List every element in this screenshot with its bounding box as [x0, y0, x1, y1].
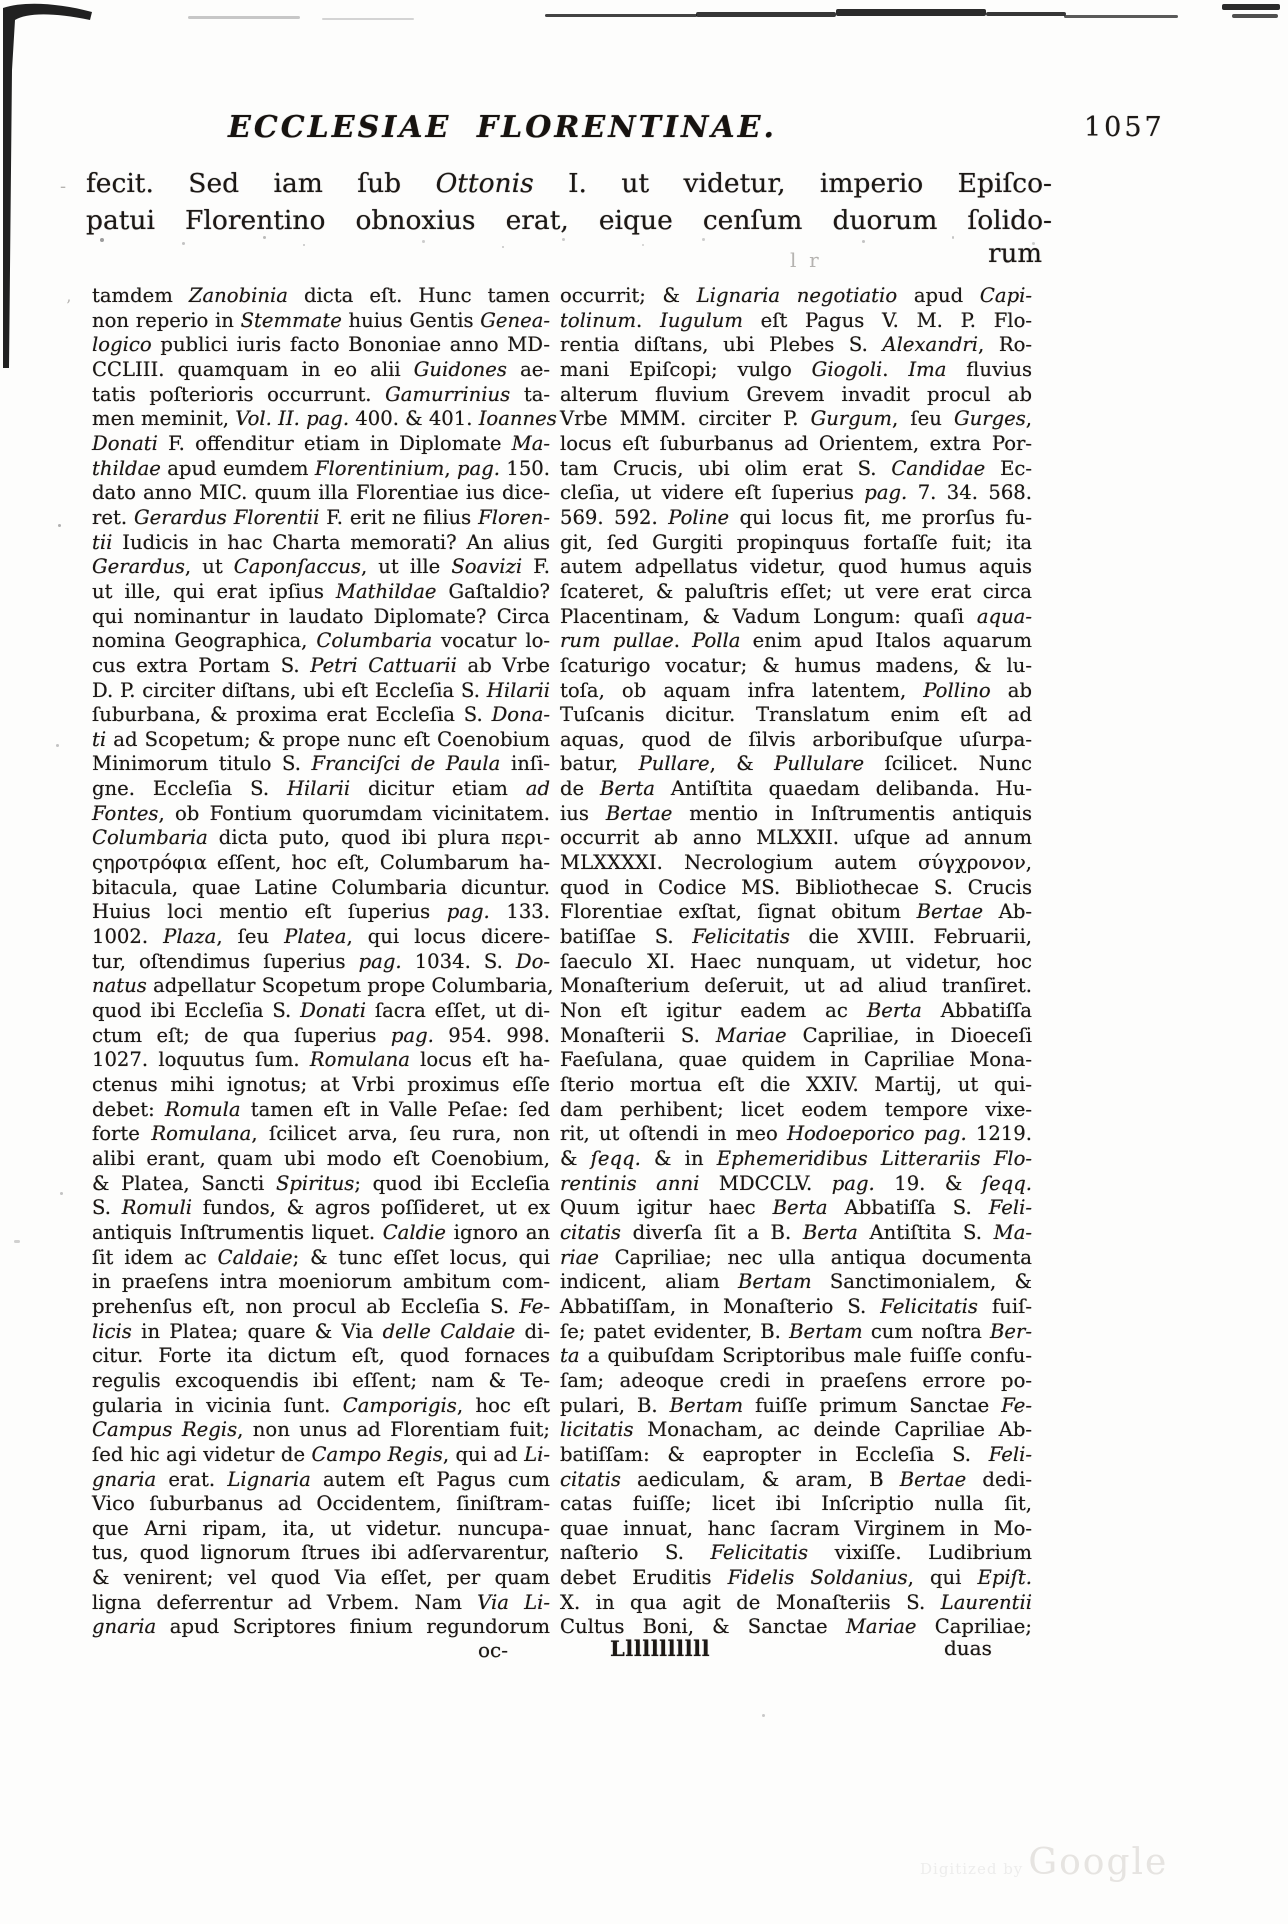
text-line: quod ibi Eccleſia S. Donati ſacra eſſet, ut di-: [92, 999, 550, 1023]
text-line: ſterio mortua eſt die XXIV. Martij, ut qui-: [560, 1073, 1032, 1096]
text-line: tii Iudicis in hac Charta memorati? An alius: [92, 530, 550, 554]
text-line: ctenus mihi ignotus; at Vrbi proximus eſſe: [92, 1073, 550, 1096]
text-line: 569. 592. Poline qui locus fit, me prorſus fu-: [560, 505, 1032, 529]
text-line: dam perhibent; licet eodem tempore vixe-: [560, 1097, 1032, 1121]
text-line: bitacula, quae Latine Columbaria dicuntur.: [92, 875, 550, 899]
text-line: regulis excoquendis ibi eſſent; nam & Te-: [92, 1368, 550, 1392]
text-line: debet: Romula tamen eſt in Valle Peſae: ſed: [92, 1097, 550, 1121]
text-line: ius Bertae mentio in Inſtrumentis antiquis: [560, 801, 1033, 825]
text-line: ςηροτρόφια eſſent, hoc eſt, Columbarum ha-: [92, 851, 550, 875]
text-line: rum pullae. Polla enim apud Italos aquarum: [560, 629, 1032, 653]
text-line: tur, oſtendimus ſuperius pag. 1034. S. Do-: [92, 949, 551, 973]
text-line: ſit idem ac Caldaie; & tunc eſſet locus, qui: [92, 1245, 550, 1269]
text-line: men meminit, Vol. II. pag. 400. & 401. Ioannes: [92, 407, 557, 431]
text-line: licitatis Monacham, ac deinde Capriliae Ab-: [560, 1418, 1032, 1442]
text-line: 1027. loquutus ſum. Romulana locus eſt ha-: [92, 1048, 550, 1072]
text-line: licis in Platea; quare & Via delle Caldaie di-: [92, 1319, 550, 1343]
text-line: tamdem Zanobinia dicta eſt. Hunc tamen: [92, 284, 550, 307]
text-line: rit, ut oſtendi in meo Hodoeporico pag. 1219.: [560, 1122, 1032, 1146]
catchword-right: duas: [944, 1636, 992, 1660]
intro-paragraph: [86, 165, 1052, 239]
text-line: debet Eruditis Fidelis Soldanius, qui Epiſt.: [560, 1566, 1032, 1590]
text-line: tolinum. Iugulum eſt Pagus V. M. P. Flo-: [560, 308, 1032, 332]
text-line: pulari, B. Bertam fuiſſe primum Sanctae Fe-: [560, 1393, 1032, 1417]
signature-mark: Lllllllllll: [610, 1636, 711, 1661]
text-line: MLXXXXI. Necrologium autem σύγχρονον,: [560, 851, 1032, 875]
text-line: natus adpellatur Scopetum prope Columbaria,: [92, 974, 554, 998]
text-line: Monaſterium deſeruit, ut ad aliud tranſiret.: [560, 974, 1032, 998]
text-line: gne. Eccleſia S. Hilarii dicitur etiam ad: [92, 777, 550, 801]
text-line: Columbaria dicta puto, quod ibi plura περι-: [92, 826, 550, 850]
text-line: Tuſcanis dicitur. Translatum enim eſt ad: [560, 703, 1032, 727]
text-line: citur. Forte ita dictum eſt, quod fornaces: [92, 1344, 550, 1368]
text-line: catas fuiſſe; licet ibi Inſcriptio nulla ſit,: [560, 1492, 1032, 1516]
text-line: ti ad Scopetum; & prope nunc eſt Coenobium: [92, 727, 550, 751]
text-line: gnaria erat. Lignaria autem eſt Pagus cum: [92, 1467, 551, 1491]
text-line: batur, Pullare, & Pullulare ſcilicet. Nunc: [560, 752, 1032, 776]
text-line: que Arni ripam, ita, ut videtur. nuncupa-: [92, 1516, 550, 1540]
text-line: S. Romuli fundos, & agros poſſideret, ut ex: [92, 1196, 550, 1220]
text-line: Placentinam, & Vadum Longum: quaſi aqua-: [560, 604, 1032, 628]
text-line: ſcaturigo vocatur; & humus madens, & lu-: [560, 653, 1032, 677]
text-line: ſed hic agi videtur de Campo Regis, qui ad Li-: [92, 1442, 550, 1466]
text-line: Cultus Boni, & Sanctae Mariae Capriliae;: [560, 1615, 1032, 1639]
text-line: qui nominantur in laudato Diplomate? Circa: [92, 604, 550, 628]
text-line: ſcateret, & paluſtris eſſet; ut vere erat circa: [560, 579, 1032, 603]
text-line: Florentiae exſtat, ſignat obitum Bertae Ab-: [560, 900, 1032, 924]
text-line: Fontes, ob Fontium quorumdam vicinitatem.: [92, 801, 550, 825]
text-line: Campus Regis, non unus ad Florentiam fuit;: [92, 1418, 550, 1442]
text-line: X. in qua agit de Monaſteriis S. Laurentii: [560, 1590, 1032, 1614]
page-number: 1057: [1084, 112, 1165, 143]
text-line: Non eſt igitur eadem ac Berta Abbatiſſa: [560, 999, 1032, 1023]
text-line: & venirent; vel quod Via eſſet, per quam: [92, 1566, 550, 1590]
text-line: naſterio S. Felicitatis vixiſſe. Ludibrium: [560, 1541, 1032, 1565]
text-line: quae innuat, hanc ſacram Virginem in Mo-: [560, 1516, 1032, 1540]
watermark-brand: Google: [1028, 1842, 1169, 1883]
google-watermark: [920, 1842, 1168, 1883]
text-line: alibi erant, quam ubi modo eſt Coenobium,: [92, 1146, 550, 1170]
text-line: git, ſed Gurgiti propinquus fortaſſe fuit; ita: [560, 530, 1032, 554]
catchword-left: oc-: [478, 1638, 508, 1662]
text-line: mani Epiſcopi; vulgo Giogoli. Ima fluvius: [560, 357, 1032, 381]
text-line: citatis aediculam, & aram, B Bertae dedi-: [560, 1467, 1032, 1491]
text-line: Monaſterii S. Mariae Capriliae, in Dioeceſi: [560, 1023, 1032, 1047]
text-line: dato anno MIC. quum illa Florentiae ius dice-: [92, 481, 550, 505]
text-line: ligna deferrentur ad Vrbem. Nam Via Li-: [92, 1590, 550, 1614]
text-line: logico publici iuris facto Bononiae anno MD-: [92, 333, 550, 357]
text-line: locus eſt ſuburbanus ad Orientem, extra Por-: [560, 431, 1032, 455]
text-line: ſaeculo XI. Haec nunquam, ut videtur, hoc: [560, 949, 1032, 973]
text-line: ſuburbana, & proxima erat Eccleſia S. Dona-: [92, 703, 550, 727]
text-line: cus extra Portam S. Petri Cattuarii ab Vrbe: [92, 653, 550, 677]
text-line: ſam; adeoque credi in praeſens errore po-: [560, 1368, 1032, 1392]
text-line: batiſſae S. Felicitatis die XVIII. Februarii,: [560, 925, 1032, 949]
text-line: Faeſulana, quae quidem in Capriliae Mona-: [560, 1048, 1032, 1072]
text-line: Huius loci mentio eſt ſuperius pag. 133.: [92, 900, 550, 924]
left-column: [92, 284, 557, 1640]
text-line: in praeſens intra moeniorum ambitum com-: [92, 1270, 550, 1294]
text-line: citatis diverſa ſit a B. Berta Antiſtita S. Ma-: [560, 1220, 1032, 1244]
text-line: D. P. circiter diſtans, ubi eſt Eccleſia S. Hilarii: [92, 678, 550, 702]
text-line: occurrit ab anno MLXXII. uſque ad annum: [560, 826, 1032, 850]
text-line: quod in Codice MS. Bibliothecae S. Crucis: [560, 875, 1032, 899]
watermark-prefix: Digitized by: [920, 1860, 1024, 1878]
text-line: & ſeqq. & in Ephemeridibus Litterariis Flo-: [560, 1146, 1032, 1170]
text-line: gnaria apud Scriptores finium regundorum: [92, 1615, 550, 1639]
text-line: de Berta Antiſtita quaedam delibanda. Hu-: [560, 777, 1032, 801]
text-line: aquas, quod de ſilvis arboribuſque uſurpa-: [560, 727, 1032, 751]
text-line: Gerardus, ut Caponſaccus, ut ille Soavizi F.: [92, 555, 551, 579]
text-line: forte Romulana, ſcilicet arva, ſeu rura, non: [92, 1122, 550, 1146]
text-line: occurrit; & Lignaria negotiatio apud Capi-: [560, 284, 1033, 307]
running-header-title: ECCLESIAE FLORENTINAE.: [228, 110, 777, 145]
text-line: ſe; patet evidenter, B. Bertam cum noſtra Ber-: [560, 1319, 1033, 1343]
text-line: 1002. Plaza, ſeu Platea, qui locus dicere-: [92, 925, 550, 949]
text-line: ut ille, qui erat ipſius Mathildae Gaſtaldio?: [92, 579, 550, 603]
text-line: Minimorum titulo S. Franciſci de Paula inſi-: [92, 752, 550, 776]
text-line: cleſia, ut videre eſt ſuperius pag. 7. 34. 568.: [560, 481, 1032, 505]
text-line: Quum igitur haec Berta Abbatiſſa S. Feli-: [560, 1196, 1032, 1220]
text-line: tam Crucis, ubi olim erat S. Candidae Ec-: [560, 456, 1032, 480]
text-line: alterum fluvium Grevem invadit procul ab: [560, 382, 1032, 406]
text-line: autem adpellatus videtur, quod humus aquis: [560, 555, 1032, 579]
text-line: fecit. Sed iam ſub Ottonis I. ut videtur, imperio Epiſco-: [86, 168, 1053, 199]
text-line: nomina Geographica, Columbaria vocatur lo-: [92, 629, 550, 653]
text-line: non reperio in Stemmate huius Gentis Genea-: [92, 308, 550, 332]
text-line: prehenſus eſt, non procul ab Eccleſia S. Fe-: [92, 1294, 550, 1318]
text-line: ctum eſt; de qua ſuperius pag. 954. 998.: [92, 1023, 550, 1047]
text-line: toſa, ob aquam infra latentem, Pollino ab: [560, 678, 1033, 702]
text-line: batiſſam: & eapropter in Eccleſia S. Feli-: [560, 1442, 1032, 1466]
text-line: Abbatiſſam, in Monaſterio S. Felicitatis fuiſ-: [560, 1294, 1032, 1318]
text-line: Vico ſuburbanus ad Occidentem, ſiniſtram-: [92, 1492, 550, 1516]
text-line: riae Capriliae; nec ulla antiqua documenta: [560, 1245, 1032, 1269]
text-line: tatis poſterioris occurrunt. Gamurrinius ta-: [92, 382, 550, 406]
intro-hanging-word: rum: [988, 239, 1042, 269]
right-column: [560, 284, 1032, 1640]
text-line: ta a quibuſdam Scriptoribus male fuiſſe confu-: [560, 1344, 1032, 1368]
text-line: patui Florentino obnoxius erat, eique cenſum duorum ſolido-: [86, 205, 1052, 236]
text-line: indicent, aliam Bertam Sanctimonialem, &: [560, 1270, 1032, 1294]
text-line: CCLIII. quamquam in eo alii Guidones ae-: [92, 357, 550, 381]
text-line: ret. Gerardus Florentii F. erit ne filius Floren-: [92, 505, 550, 529]
text-line: gularia in vicinia ſunt. Camporigis, hoc eſt: [92, 1393, 551, 1417]
text-line: tus, quod lignorum ſtrues ibi adſervarentur,: [92, 1541, 550, 1565]
text-line: & Platea, Sancti Spiritus; quod ibi Eccleſia: [92, 1171, 550, 1195]
text-line: Vrbe MMM. circiter P. Gurgum, ſeu Gurges,: [560, 407, 1033, 431]
text-line: antiquis Inſtrumentis liquet. Caldie ignoro an: [92, 1220, 550, 1244]
text-line: rentia diſtans, ubi Plebes S. Alexandri, Ro-: [560, 333, 1032, 357]
text-line: Donati F. offenditur etiam in Diplomate Ma-: [92, 431, 550, 455]
text-line: rentinis anni MDCCLV. pag. 19. & ſeqq.: [560, 1171, 1032, 1195]
text-line: thildae apud eumdem Florentinium, pag. 150.: [92, 456, 550, 480]
